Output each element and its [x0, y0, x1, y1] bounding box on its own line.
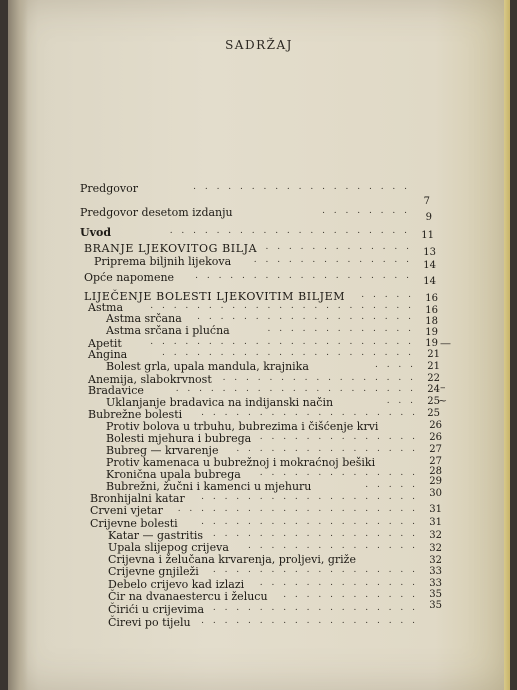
toc-entry-label: Opće napomene [84, 271, 175, 284]
toc-page-number: 13 [423, 247, 436, 258]
toc-page-number: 35 [429, 589, 442, 600]
toc-entry-label: Crveni vjetar [90, 504, 163, 517]
toc-entry-label: Debelo crijevo kad izlazi [108, 578, 245, 591]
toc-entry-label: Predgovor [80, 182, 138, 195]
toc-page-number: 32 [429, 555, 442, 566]
toc-page-number: 27 [429, 444, 442, 455]
toc-entry-label: Bolest grla, upala mandula, krajnika [106, 360, 309, 373]
toc-page-number: 7 [423, 196, 430, 207]
toc-page-number: 31 [429, 517, 442, 528]
toc-page-number: 33 [429, 578, 442, 589]
toc-entry-label: Kronična upala bubrega [106, 468, 241, 481]
toc-page-number: 22 [427, 373, 440, 384]
toc-page-number: 28 [429, 466, 442, 477]
toc-entry-label: Uvod [80, 226, 112, 239]
toc-page-number: 9 [425, 212, 432, 223]
toc-entry [106, 324, 414, 338]
toc-leader-dots: . . . . . [365, 480, 418, 490]
toc-entry [80, 226, 410, 240]
toc-page-number: 16 [425, 305, 438, 316]
toc-entry [108, 565, 418, 579]
toc-page-number: 21 [427, 361, 440, 372]
toc-entry-label: Anemija, slabokrvnost [88, 373, 212, 386]
toc-page-number: 18 [425, 316, 438, 327]
toc-leader-dots: . . . . [374, 360, 416, 370]
toc-leader-dots: . . . . . . . . . . . . . . . . . . . . . [175, 384, 416, 394]
toc-leader-dots: . . . . . . . . . . . . [283, 590, 418, 600]
toc-entry-label: Protiv kamenaca u bubrežnoj i mokraćnoj bešiki [106, 456, 376, 469]
toc-page-number: 29 [429, 476, 442, 487]
toc-leader-dots: . . . . . . . . . . . . . . . . . . . . . . [161, 348, 414, 358]
toc-leader-dots: . . . . . . . . . . . . . . . [248, 541, 418, 551]
toc-entry-label: Bubrežne bolesti [88, 408, 183, 421]
toc-entry-label: Predgovor desetom izdanju [80, 206, 233, 219]
toc-entry-label: Angina [88, 348, 128, 361]
toc-page-number: 30 [429, 488, 442, 499]
toc-leader-dots: . . . . . . . . . . . . . . . . . . . [195, 271, 412, 281]
page-title: SADRŽAJ [225, 38, 293, 52]
toc-page-number: 32 [429, 543, 442, 554]
toc-entry-label: Crijevne gnjileži [108, 565, 199, 578]
toc-entry [80, 206, 410, 220]
pen-mark: – [440, 381, 446, 394]
toc-leader-dots: . . . . . . . . . . . . . . . . . . . . . . . [150, 301, 414, 311]
toc-page-number: 27 [429, 456, 442, 467]
toc-page-number: 31 [429, 504, 442, 515]
toc-leader-dots: . . . . . [361, 290, 414, 300]
toc-leader-dots: . . . . . . . . . . . . . . [259, 432, 418, 442]
toc-entry-label: Bradavice [88, 384, 144, 397]
toc-entry-label: Apetit [88, 337, 122, 350]
toc-leader-dots: . . . . . . . . . . . . . . . . . . . [197, 312, 414, 322]
toc-page-number: 26 [429, 420, 442, 431]
toc-leader-dots: . . . . . . . . . . . . . . . . . . [212, 565, 418, 575]
toc-entry-label: Čirevi po tijelu [108, 616, 191, 629]
toc-leader-dots: . . . . . . . . . . . . . . . . . [222, 373, 416, 383]
toc-leader-dots: . . . . . . . . . . . . . . . . . . . [193, 182, 410, 192]
toc-leader-dots: . . . . . . . . . . . . . [267, 324, 414, 334]
toc-leader-dots: . . . . . . . . . . . . . . . . . . [212, 603, 418, 613]
toc-entry [84, 242, 412, 256]
toc-page-number: 26 [429, 432, 442, 443]
toc-leader-dots: . . . . . . . . . . . . . . . . . . . [201, 517, 418, 527]
toc-entry-label: Uklanjanje bradavica na indijanski način [106, 396, 334, 409]
toc-page-number: 25 [427, 408, 440, 419]
toc-page-number: 24 [427, 384, 440, 395]
toc-entry-label: Astma [88, 301, 123, 314]
book-page [8, 0, 510, 690]
toc-leader-dots: . . . [386, 396, 416, 406]
toc-page-number: 32 [429, 530, 442, 541]
toc-page-number: 19 [425, 327, 438, 338]
toc-entry-label: BRANJE LJEKOVITOG BILJA [84, 242, 258, 255]
toc-leader-dots: . . . . . . . . . . . . . . . . . . . [201, 408, 418, 418]
toc-page-number: 14 [423, 260, 436, 271]
toc-entry-label: Astma srčana i plućna [106, 324, 230, 337]
toc-leader-dots: . . . . . . . . [322, 206, 410, 216]
toc-leader-dots: . . . . . . . . . . . . . . [259, 578, 418, 588]
toc-leader-dots: . . . . . . . . . . . . . . . . . . [212, 529, 418, 539]
toc-page-number: 14 [423, 276, 436, 287]
toc-entry-label: Bronhijalni katar [90, 492, 185, 505]
pen-mark: — [440, 337, 451, 350]
toc-entry-label: Čir na dvanaestercu i želucu [108, 590, 268, 603]
toc-page-number: 33 [429, 566, 442, 577]
toc-entry-label: Upala slijepog crijeva [108, 541, 229, 554]
toc-entry-label: Crijevne bolesti [90, 517, 178, 530]
toc-entry [94, 255, 412, 269]
toc-leader-dots: . . . . . . . . . . . . . . . . . . . [201, 492, 418, 502]
toc-leader-dots: . . . . . . . . . . . . . . [253, 255, 412, 265]
toc-entry [90, 504, 418, 518]
toc-entry-label: LIJEČENJE BOLESTI LJEKOVITIM BILJEM [84, 290, 346, 303]
toc-leader-dots: . . . . . . . . . . . . . [265, 242, 412, 252]
toc-entry-label: Bubreg — krvarenje [106, 444, 219, 457]
toc-leader-dots: . . . . . . . . . . . . . . . . [236, 444, 418, 454]
toc-entry-label: Priprema biljnih lijekova [94, 255, 232, 268]
toc-entry [108, 603, 418, 617]
toc-entry [108, 590, 418, 604]
page-edge [504, 0, 510, 690]
toc-leader-dots: . . . . . . . . . . . . . . . . . . . . . . . [150, 337, 414, 347]
toc-leader-dots: . . . . . . . . . . . . . . . . . . . . . [169, 226, 410, 236]
toc-entry-label: Katar — gastritis [108, 529, 204, 542]
toc-leader-dots: . . . . . . . . . . . . . . . . . . . . . [177, 504, 418, 514]
toc-entry-label: Čirići u crijevima [108, 603, 205, 616]
toc-leader-dots: . . . . . . . . . . . . . . . . . . . [201, 616, 418, 626]
toc-page-number: 21 [427, 349, 440, 360]
toc-page-number: 19 [425, 338, 438, 349]
toc-entry-label: Bolesti mjehura i bubrega [106, 432, 252, 445]
toc-entry-label: Protiv bolova u trbuhu, bubrezima i čišćenje krvi [106, 420, 379, 433]
toc-entry-label: Crijevna i želučana krvarenja, proljevi, griže [108, 553, 356, 566]
toc-page-number: 25 [427, 396, 440, 407]
toc-entry [80, 182, 410, 196]
toc-page-number: 16 [425, 293, 438, 304]
toc-entry [106, 360, 416, 374]
toc-page-number: 11 [421, 230, 434, 241]
toc-page-number: 35 [429, 600, 442, 611]
toc-entry [108, 616, 418, 630]
pen-mark: ~ [438, 394, 448, 407]
toc-entry-label: Bubrežni, žučni i kamenci u mjehuru [106, 480, 312, 493]
toc-leader-dots: . . . . . . . . . . . . . . [259, 468, 418, 478]
toc-entry-label: Astma srčana [106, 312, 182, 325]
toc-entry [84, 271, 412, 285]
page-spine-shadow [8, 0, 28, 690]
